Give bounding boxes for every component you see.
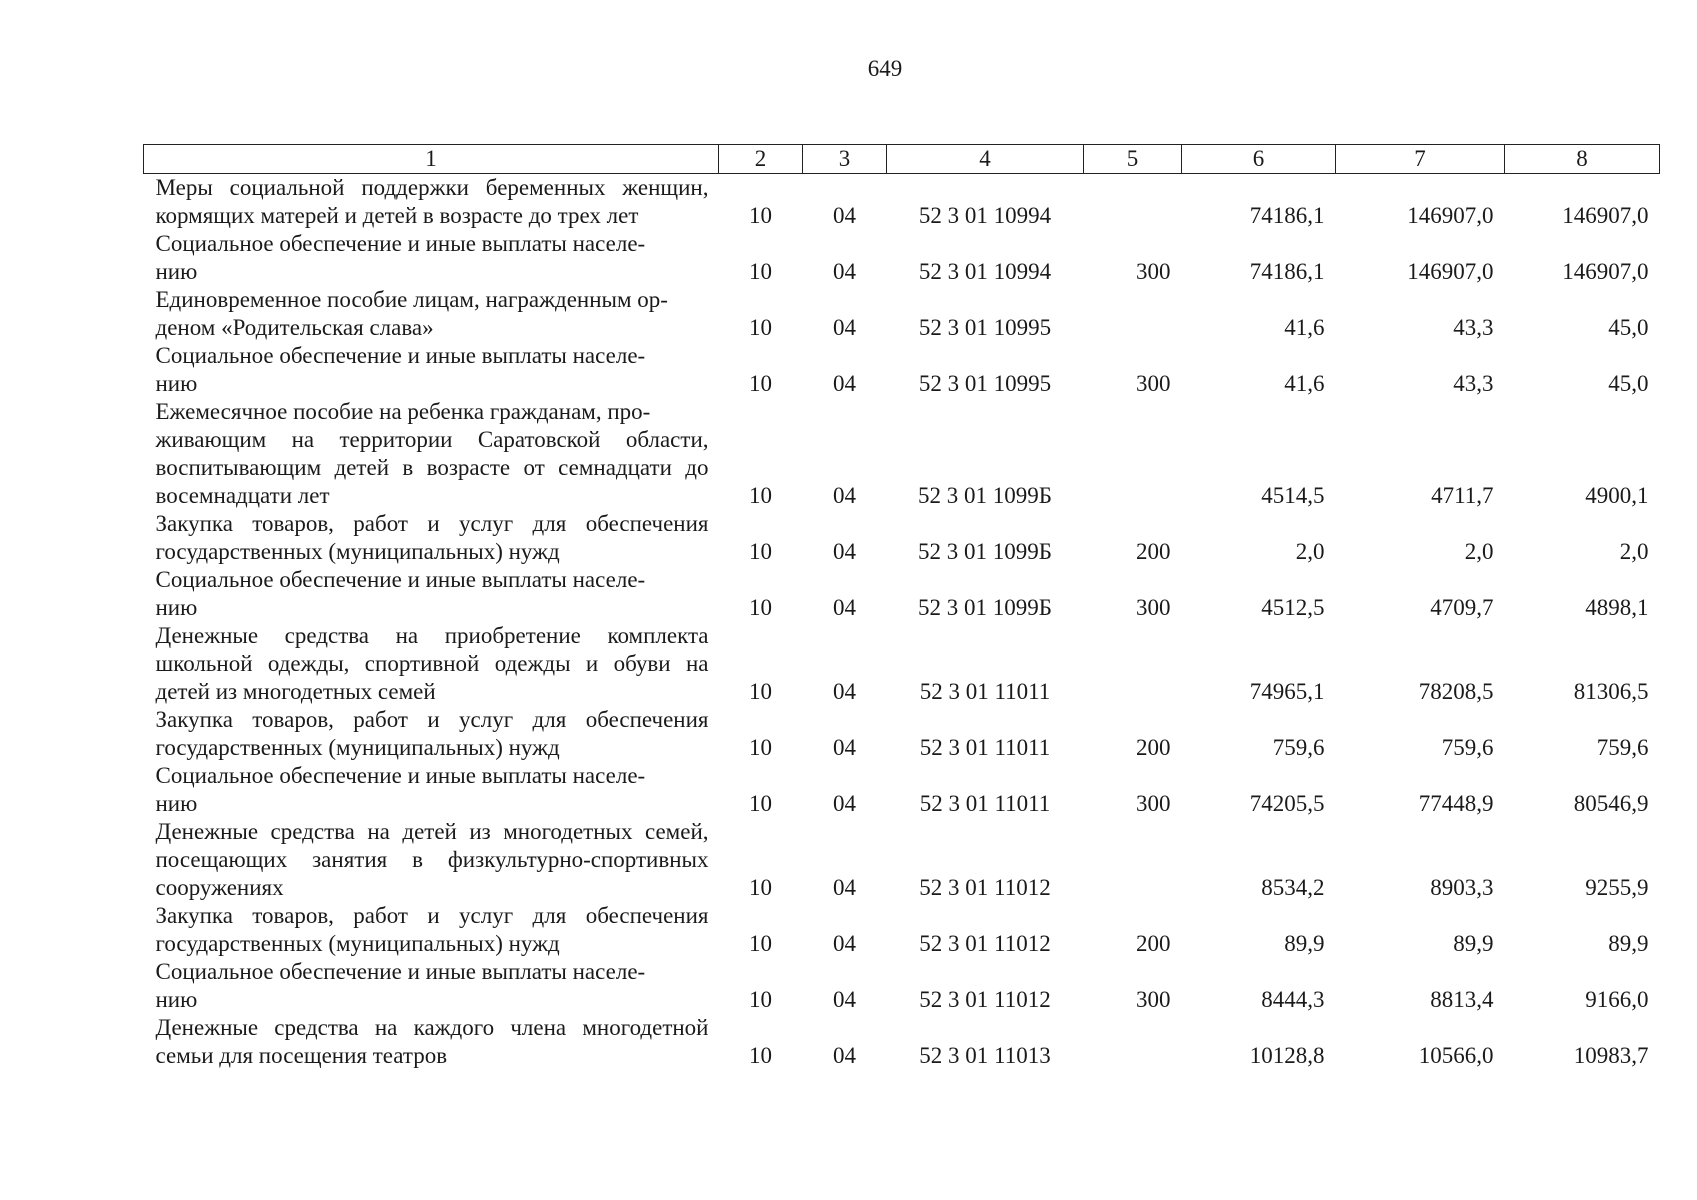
- expense-type-code: 200: [1136, 539, 1171, 564]
- amount-year-2: 146907,0: [1407, 203, 1494, 228]
- amount-year-2: 4709,7: [1430, 595, 1494, 620]
- table-row: [144, 566, 1660, 622]
- section-code: 10: [749, 931, 772, 956]
- target-article-code: 52 3 01 1099Б: [918, 595, 1052, 620]
- expense-type-code: 300: [1136, 371, 1171, 396]
- amount-year-2: 43,3: [1453, 315, 1494, 340]
- table-row: [144, 286, 1660, 342]
- table-row: [144, 818, 1660, 902]
- amount-year-1: 4514,5: [1261, 483, 1325, 508]
- expense-type-code: [1084, 622, 1182, 706]
- target-article-code: 52 3 01 10995: [918, 371, 1052, 396]
- section-code: 10: [749, 1043, 772, 1068]
- page-number: 649: [867, 56, 903, 81]
- section-code: 10: [749, 987, 772, 1012]
- amount-year-1: 2,0: [1295, 539, 1325, 564]
- table-row: [144, 706, 1660, 762]
- target-article-code: 52 3 01 11011: [919, 735, 1051, 760]
- row-name: Ежемесячное пособие на ребенка гражданам, про- живающим на территории Саратовской области, воспитывающим детей в возрасте от семнадцати до восемнадцати лет: [155, 399, 709, 508]
- amount-year-3: 80546,9: [1573, 791, 1649, 816]
- row-name: Социальное обеспечение и иные выплаты населе- нию: [155, 763, 646, 816]
- column-header-7: 7: [1336, 145, 1505, 174]
- target-article-code: 52 3 01 10995: [918, 315, 1052, 340]
- budget-table: [143, 144, 1660, 1070]
- subsection-code: 04: [833, 679, 856, 704]
- target-article-code: 52 3 01 10994: [918, 259, 1052, 284]
- row-name: Социальное обеспечение и иные выплаты населе- нию: [155, 959, 646, 1012]
- amount-year-3: 2,0: [1619, 539, 1649, 564]
- amount-year-2: 78208,5: [1418, 679, 1494, 704]
- amount-year-3: 45,0: [1608, 371, 1649, 396]
- row-name: Меры социальной поддержки беременных женщин, кормящих матерей и детей в возрасте до трех лет: [155, 175, 709, 228]
- amount-year-1: 89,9: [1284, 931, 1325, 956]
- table-body: [144, 174, 1660, 1071]
- table-row: [144, 762, 1660, 818]
- subsection-code: 04: [833, 987, 856, 1012]
- amount-year-1: 41,6: [1284, 315, 1325, 340]
- row-name: Социальное обеспечение и иные выплаты населе- нию: [155, 567, 646, 620]
- expense-type-code: [1084, 818, 1182, 902]
- row-name: Закупка товаров, работ и услуг для обеспечения государственных (муниципальных) нужд: [155, 707, 709, 760]
- row-name: Закупка товаров, работ и услуг для обеспечения государственных (муниципальных) нужд: [155, 903, 709, 956]
- table-row: [144, 622, 1660, 706]
- subsection-code: 04: [833, 875, 856, 900]
- subsection-code: 04: [833, 203, 856, 228]
- amount-year-3: 10983,7: [1573, 1043, 1649, 1068]
- target-article-code: 52 3 01 11011: [919, 679, 1051, 704]
- column-header-5: 5: [1084, 145, 1182, 174]
- row-name: Социальное обеспечение и иные выплаты населе- нию: [155, 231, 646, 284]
- subsection-code: 04: [833, 595, 856, 620]
- expense-type-code: 300: [1136, 595, 1171, 620]
- expense-type-code: [1084, 174, 1182, 231]
- target-article-code: 52 3 01 1099Б: [918, 539, 1052, 564]
- expense-type-code: [1084, 1014, 1182, 1070]
- expense-type-code: 300: [1136, 987, 1171, 1012]
- amount-year-2: 8903,3: [1430, 875, 1494, 900]
- amount-year-1: 10128,8: [1249, 1043, 1325, 1068]
- amount-year-2: 759,6: [1441, 735, 1494, 760]
- amount-year-2: 4711,7: [1431, 483, 1494, 508]
- section-code: 10: [749, 735, 772, 760]
- amount-year-3: 81306,5: [1573, 679, 1649, 704]
- subsection-code: 04: [833, 539, 856, 564]
- subsection-code: 04: [833, 735, 856, 760]
- amount-year-2: 146907,0: [1407, 259, 1494, 284]
- amount-year-1: 8444,3: [1261, 987, 1325, 1012]
- column-header-4: 4: [887, 145, 1084, 174]
- section-code: 10: [749, 315, 772, 340]
- amount-year-3: 45,0: [1608, 315, 1649, 340]
- amount-year-3: 4898,1: [1585, 595, 1649, 620]
- expense-type-code: 200: [1136, 931, 1171, 956]
- target-article-code: 52 3 01 11013: [919, 1043, 1051, 1068]
- row-name: Денежные средства на каждого члена многодетной семьи для посещения театров: [155, 1015, 709, 1068]
- header-row: [144, 145, 1660, 174]
- amount-year-1: 4512,5: [1261, 595, 1325, 620]
- section-code: 10: [749, 791, 772, 816]
- target-article-code: 52 3 01 1099Б: [918, 483, 1052, 508]
- row-name: Денежные средства на приобретение комплекта школьной одежды, спортивной одежды и обуви на детей из многодетных семей: [155, 623, 709, 704]
- amount-year-2: 10566,0: [1418, 1043, 1494, 1068]
- table-row: [144, 958, 1660, 1014]
- column-header-1: 1: [144, 145, 719, 174]
- row-name: Социальное обеспечение и иные выплаты населе- нию: [155, 343, 646, 396]
- subsection-code: 04: [833, 315, 856, 340]
- amount-year-3: 4900,1: [1585, 483, 1649, 508]
- amount-year-1: 74965,1: [1249, 679, 1325, 704]
- target-article-code: 52 3 01 10994: [918, 203, 1052, 228]
- subsection-code: 04: [833, 371, 856, 396]
- row-name: Денежные средства на детей из многодетных семей, посещающих занятия в физкультурно-спортивных сооружениях: [155, 819, 709, 900]
- amount-year-1: 8534,2: [1261, 875, 1325, 900]
- expense-type-code: [1084, 286, 1182, 342]
- amount-year-3: 9166,0: [1585, 987, 1649, 1012]
- section-code: 10: [749, 595, 772, 620]
- amount-year-3: 146907,0: [1562, 203, 1649, 228]
- subsection-code: 04: [833, 791, 856, 816]
- column-header-3: 3: [803, 145, 887, 174]
- subsection-code: 04: [833, 931, 856, 956]
- table-row: [144, 230, 1660, 286]
- section-code: 10: [749, 259, 772, 284]
- amount-year-1: 74186,1: [1249, 259, 1325, 284]
- section-code: 10: [749, 483, 772, 508]
- expense-type-code: [1084, 398, 1182, 510]
- subsection-code: 04: [833, 483, 856, 508]
- row-name: Закупка товаров, работ и услуг для обеспечения государственных (муниципальных) нужд: [155, 511, 709, 564]
- section-code: 10: [749, 203, 772, 228]
- amount-year-1: 74205,5: [1249, 791, 1325, 816]
- amount-year-2: 77448,9: [1418, 791, 1494, 816]
- table-row: [144, 174, 1660, 231]
- amount-year-3: 89,9: [1608, 931, 1649, 956]
- table-row: [144, 398, 1660, 510]
- amount-year-3: 146907,0: [1562, 259, 1649, 284]
- amount-year-1: 74186,1: [1249, 203, 1325, 228]
- subsection-code: 04: [833, 1043, 856, 1068]
- table-row: [144, 1014, 1660, 1070]
- amount-year-1: 41,6: [1284, 371, 1325, 396]
- expense-type-code: 300: [1136, 791, 1171, 816]
- amount-year-2: 2,0: [1464, 539, 1494, 564]
- section-code: 10: [749, 679, 772, 704]
- section-code: 10: [749, 875, 772, 900]
- amount-year-1: 759,6: [1272, 735, 1325, 760]
- amount-year-2: 89,9: [1453, 931, 1494, 956]
- target-article-code: 52 3 01 11011: [919, 791, 1051, 816]
- table-row: [144, 342, 1660, 398]
- expense-type-code: 300: [1136, 259, 1171, 284]
- section-code: 10: [749, 539, 772, 564]
- amount-year-3: 9255,9: [1585, 875, 1649, 900]
- row-name: Единовременное пособие лицам, награжденным ор- деном «Родительская слава»: [155, 287, 668, 340]
- subsection-code: 04: [833, 259, 856, 284]
- column-header-6: 6: [1182, 145, 1336, 174]
- target-article-code: 52 3 01 11012: [919, 931, 1051, 956]
- amount-year-2: 43,3: [1453, 371, 1494, 396]
- target-article-code: 52 3 01 11012: [919, 987, 1051, 1012]
- table-row: [144, 902, 1660, 958]
- expense-type-code: 200: [1136, 735, 1171, 760]
- amount-year-2: 8813,4: [1430, 987, 1494, 1012]
- section-code: 10: [749, 371, 772, 396]
- column-header-2: 2: [719, 145, 803, 174]
- amount-year-3: 759,6: [1596, 735, 1649, 760]
- column-header-8: 8: [1505, 145, 1660, 174]
- table-row: [144, 510, 1660, 566]
- target-article-code: 52 3 01 11012: [919, 875, 1051, 900]
